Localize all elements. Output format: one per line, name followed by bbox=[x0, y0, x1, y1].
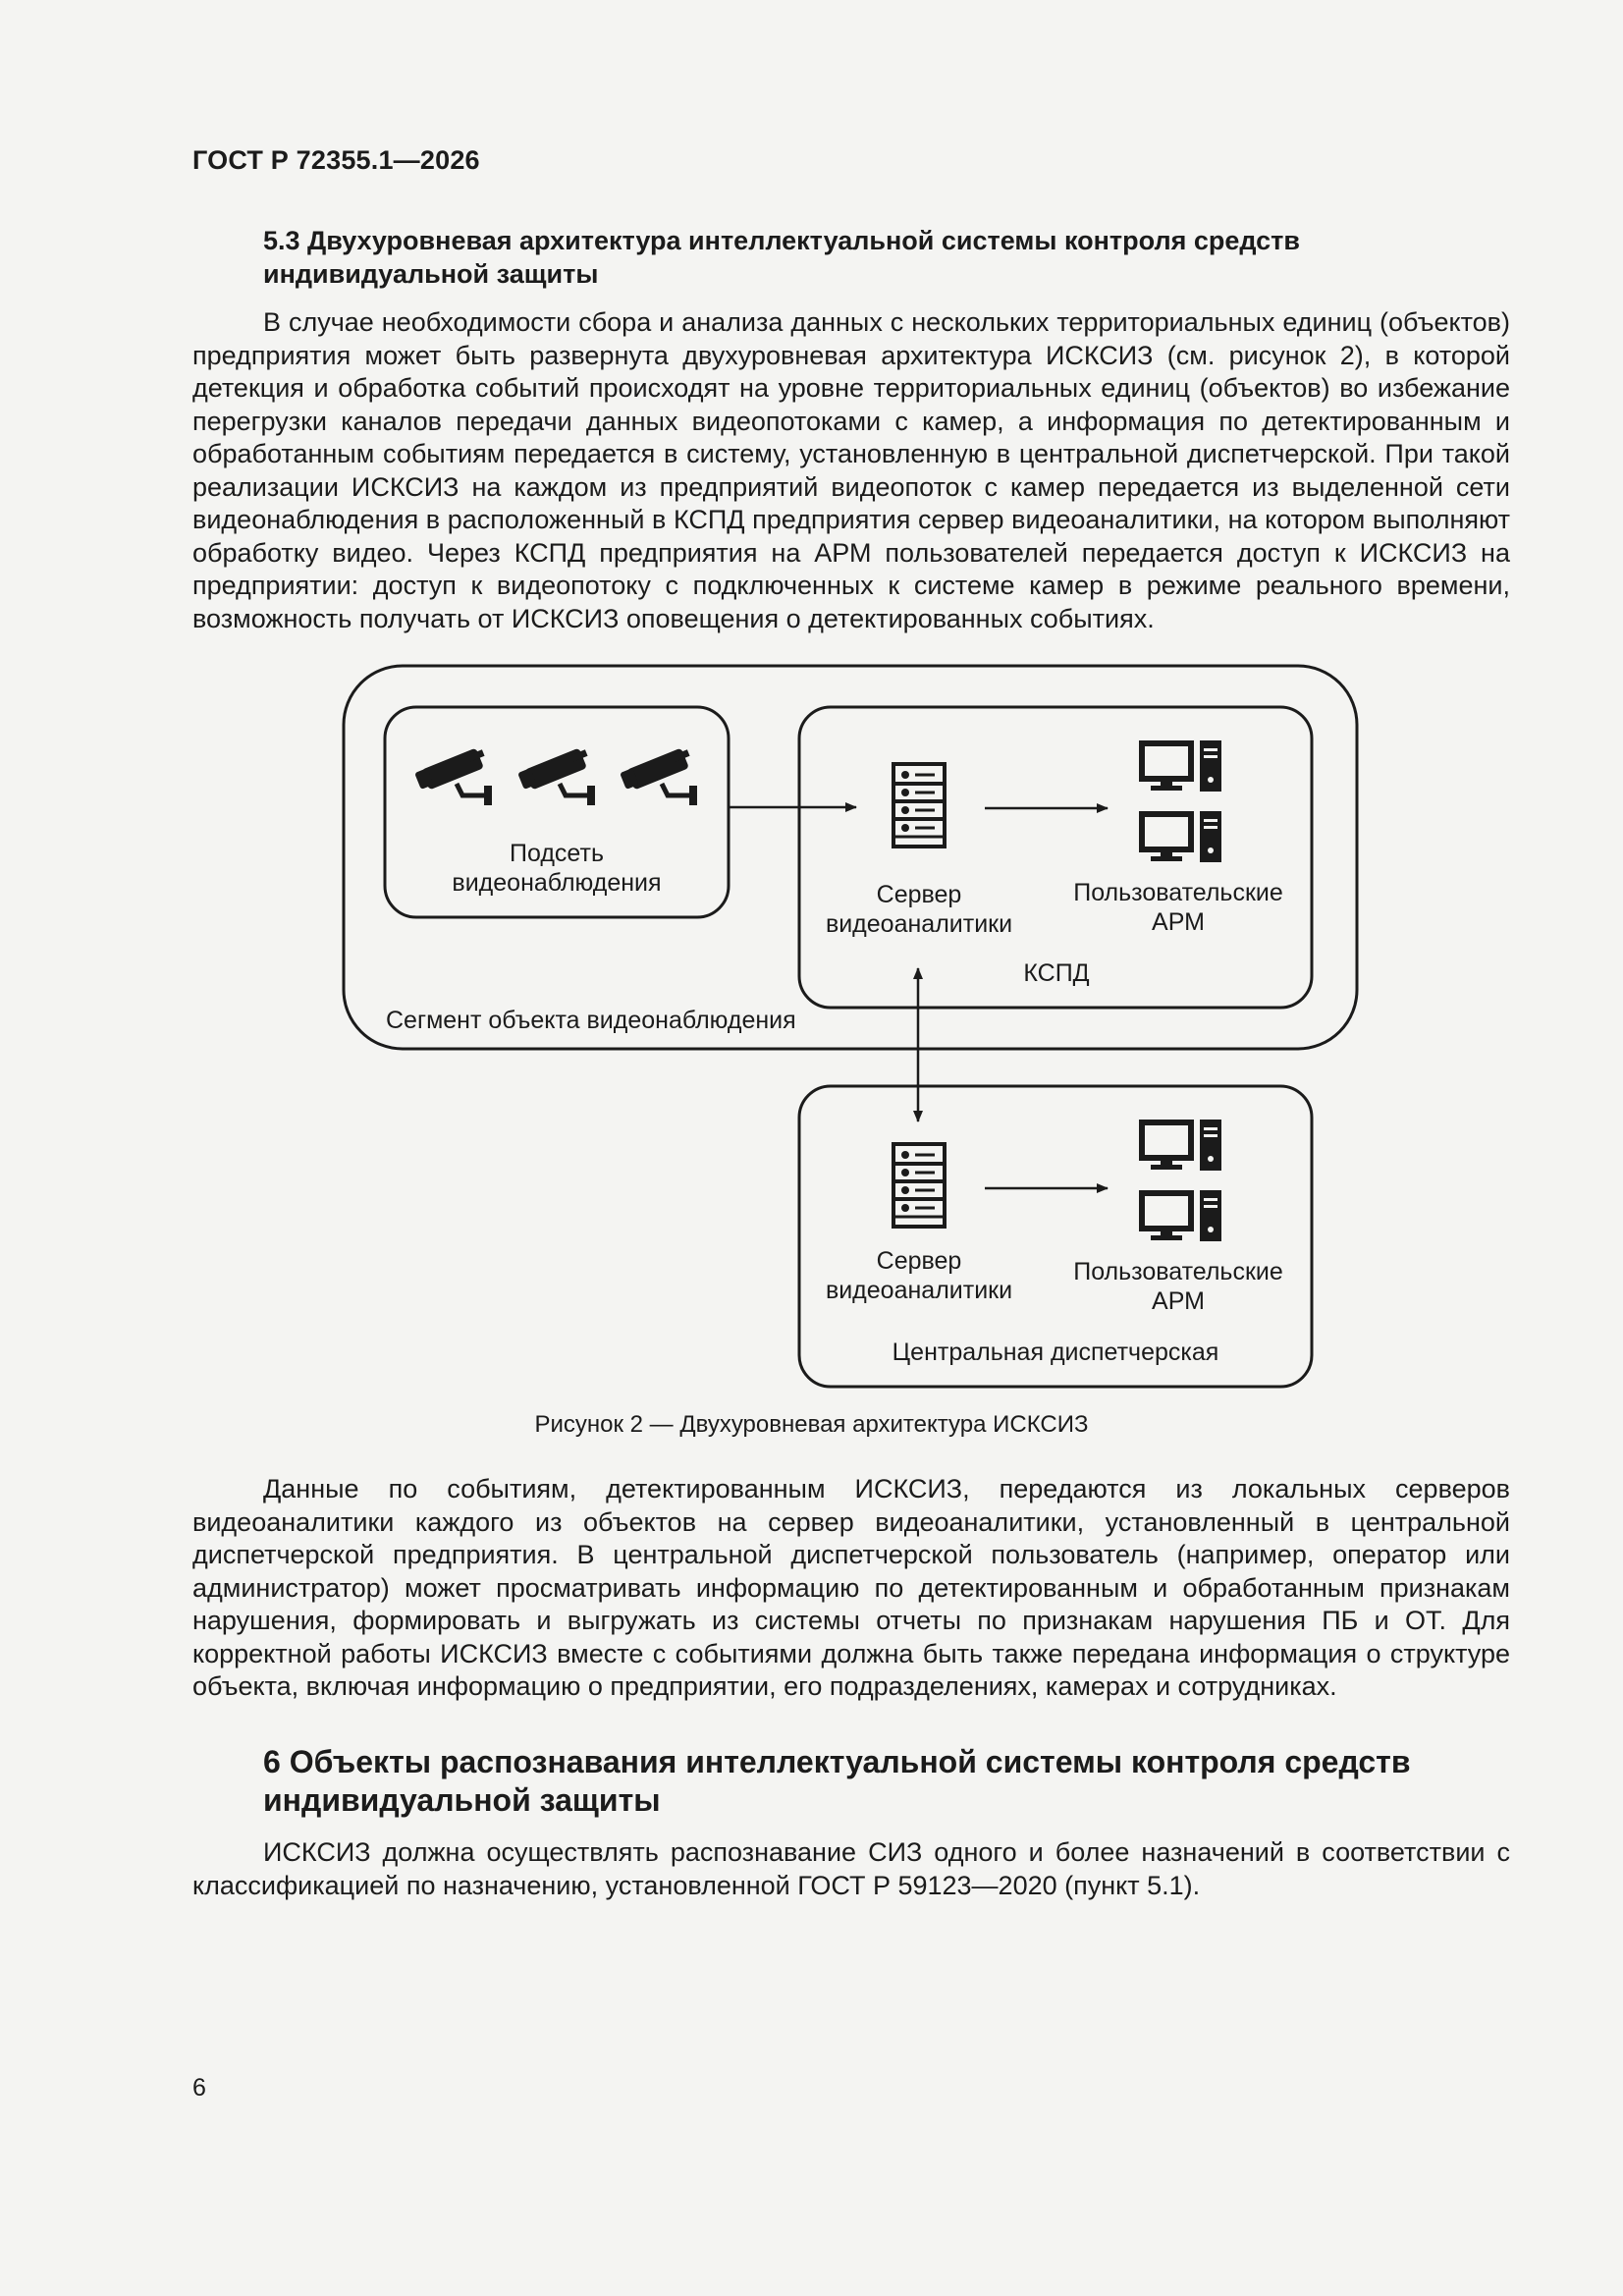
arm-top-label-line1: Пользовательские bbox=[1073, 879, 1283, 906]
camera-icon bbox=[517, 748, 595, 805]
page-number: 6 bbox=[192, 2074, 206, 2102]
server-top-label-line1: Сервер bbox=[876, 881, 962, 908]
server-bottom-label-line2: видеоаналитики bbox=[825, 1277, 1013, 1304]
central-label: Центральная диспетчерская bbox=[892, 1339, 1219, 1366]
section-5-3-paragraph: В случае необходимости сбора и анализа данных с нескольких территориальных единиц (объектов) предприятия может быть развернута двухуровневая архитектура ИСКСИЗ (см. рисунок 2), в которой детекция и обработка событий происходят на уровне территориальных единиц (объектов) во избежание перегрузки каналов передачи данных видеопотоками с камер, а информация по детектированным и обработанным событиям передается в систему, установленную в центральной диспетчерской. При такой реализации ИСКСИЗ на каждом из предприятий видеопоток с камер передается из выделенной сети видеонаблюдения в расположенный в КСПД предприятия сервер видеоаналитики, на котором выполняют обработку видео. Через КСПД предприятия на АРМ пользователей передается доступ к ИСКСИЗ на предприятии: доступ к видеопотоку с подключенных к системе камер в режиме реального времени, возможность получать от ИСКСИЗ оповещения о детектированных событиях. bbox=[192, 307, 1510, 633]
server-bottom-label-line1: Сервер bbox=[876, 1247, 962, 1275]
camera-icon bbox=[414, 748, 492, 805]
section-5-3-title: 5.3 Двухуровневая архитектура интеллектуальной системы контроля средств индивидуальной защиты bbox=[263, 226, 1300, 289]
server-icon bbox=[893, 764, 945, 847]
section-6-paragraph: ИСКСИЗ должна осуществлять распознавание СИЗ одного и более назначений в соответствии с классификацией по назначению, установленной ГОСТ Р 59123—2020 (пункт 5.1). bbox=[192, 1837, 1510, 1900]
subnet-label-line2: видеонаблюдения bbox=[452, 869, 662, 897]
arm-top-label-line2: АРМ bbox=[1152, 908, 1205, 936]
server-top-label-line2: видеоаналитики bbox=[825, 910, 1013, 938]
arm-bottom-label-line1: Пользовательские bbox=[1073, 1258, 1283, 1285]
camera-icon bbox=[620, 748, 697, 805]
paragraph-after-figure: Данные по событиям, детектированным ИСКСИЗ, передаются из локальных серверов видеоаналитики каждого из объектов на сервер видеоаналитики, установленный в центральной диспетчерской предприятия. В центральной диспетчерской пользователь (например, оператор или администратор) может просматривать информацию по детектированным и обработанным признакам нарушения, формировать и выгружать из системы отчеты по признакам нарушения ПБ и ОТ. Для корректной работы ИСКСИЗ вместе с событиями должна быть также передана информация о структуре объекта, включая информацию о предприятии, его подразделениях, камерах и сотрудниках. bbox=[192, 1474, 1510, 1701]
section-6-title: 6 Объекты распознавания интеллектуальной системы контроля средств индивидуальной защиты bbox=[263, 1744, 1411, 1818]
subnet-label-line1: Подсеть bbox=[510, 840, 604, 867]
document-header: ГОСТ Р 72355.1—2026 bbox=[192, 145, 480, 175]
figure-caption: Рисунок 2 — Двухуровневая архитектура ИСКСИЗ bbox=[534, 1411, 1089, 1438]
workstation-icon bbox=[1142, 1190, 1221, 1241]
workstation-icon bbox=[1142, 1120, 1221, 1171]
segment-label: Сегмент объекта видеонаблюдения bbox=[386, 1007, 796, 1034]
kspd-label: КСПД bbox=[1023, 959, 1090, 987]
arm-bottom-label-line2: АРМ bbox=[1152, 1287, 1205, 1315]
server-icon bbox=[893, 1144, 945, 1227]
workstation-icon bbox=[1142, 811, 1221, 862]
workstation-icon bbox=[1142, 740, 1221, 792]
